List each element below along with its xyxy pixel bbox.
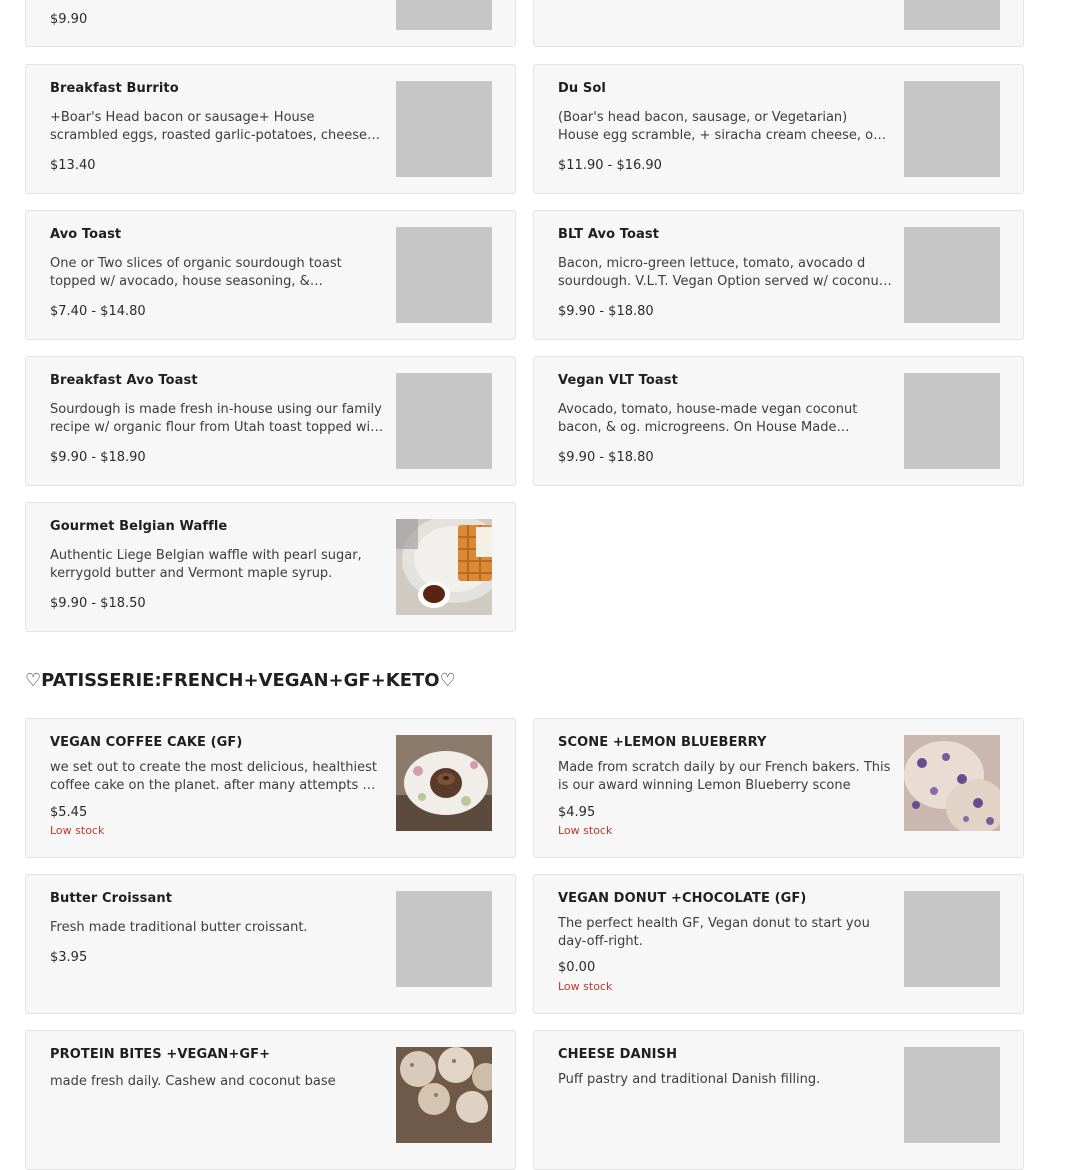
protein-bites-photo xyxy=(396,1047,492,1143)
menu-item-card[interactable] xyxy=(533,718,1024,858)
item-description: we set out to create the most delicious, healthiest coffee cake on the planet. after many attempts we xyxy=(50,760,382,793)
item-description: The perfect health GF, Vegan donut to start you day-off-right. xyxy=(558,916,870,949)
item-price: $9.90 - $18.80 xyxy=(558,450,654,465)
item-description: Puff pastry and traditional Danish filling. xyxy=(558,1072,821,1087)
low-stock-badge: Low stock xyxy=(558,824,613,837)
item-name: Breakfast Avo Toast xyxy=(50,373,198,388)
item-description: (Boar's head bacon, sausage, or Vegetarian) House egg scramble, + siracha cream cheese, on xyxy=(558,110,882,143)
item-price: $13.40 xyxy=(50,158,96,173)
item-description: +Boar's Head bacon or sausage+ House scrambled eggs, roasted garlic-potatoes, cheese, xyxy=(50,110,372,143)
item-image-placeholder xyxy=(904,81,1000,177)
item-price: $9.90 xyxy=(50,12,88,27)
item-name: SCONE +LEMON BLUEBERRY xyxy=(558,735,767,750)
item-name: Gourmet Belgian Waffle xyxy=(50,519,228,534)
menu-item-card[interactable] xyxy=(533,64,1024,194)
menu-item-card[interactable] xyxy=(25,874,516,1014)
item-image-placeholder xyxy=(904,227,1000,323)
menu-item-card[interactable] xyxy=(533,1030,1024,1170)
item-price: $4.95 xyxy=(558,805,596,820)
item-image-placeholder xyxy=(904,891,1000,987)
item-image-placeholder xyxy=(396,891,492,987)
item-price: $9.90 - $18.80 xyxy=(558,304,654,319)
item-price: $9.90 - $18.50 xyxy=(50,596,146,611)
item-image-placeholder xyxy=(396,227,492,323)
item-image-placeholder xyxy=(396,0,492,30)
item-image-placeholder xyxy=(904,373,1000,469)
item-name: CHEESE DANISH xyxy=(558,1047,678,1062)
low-stock-badge: Low stock xyxy=(50,824,105,837)
item-price: $5.45 xyxy=(50,805,88,820)
low-stock-badge: Low stock xyxy=(558,980,613,993)
menu-item-card[interactable] xyxy=(25,718,516,858)
item-name: BLT Avo Toast xyxy=(558,227,660,242)
item-description: Made from scratch daily by our French bakers. This is our award winning Lemon Blueberry scone xyxy=(558,760,891,793)
menu-item-card[interactable] xyxy=(25,64,516,194)
item-description: Fresh made traditional butter croissant. xyxy=(50,920,308,935)
item-name: Vegan VLT Toast xyxy=(558,373,678,388)
item-name: PROTEIN BITES +VEGAN+GF+ xyxy=(50,1047,271,1062)
menu-item-card[interactable] xyxy=(533,356,1024,486)
item-name: VEGAN COFFEE CAKE (GF) xyxy=(50,735,243,750)
item-name: Butter Croissant xyxy=(50,891,173,906)
item-image-placeholder xyxy=(396,373,492,469)
item-description: made fresh daily. Cashew and coconut base xyxy=(50,1074,336,1089)
item-name: VEGAN DONUT +CHOCOLATE (GF) xyxy=(558,891,807,906)
item-price: $7.40 - $14.80 xyxy=(50,304,146,319)
item-image-placeholder xyxy=(904,0,1000,30)
coffee-cake-photo xyxy=(396,735,492,831)
item-description: Avocado, tomato, house-made vegan coconut bacon, & og. microgreens. On House Made xyxy=(558,402,858,435)
menu-item-card[interactable] xyxy=(533,210,1024,340)
menu-item-card[interactable] xyxy=(25,1030,516,1170)
item-description: Authentic Liege Belgian waffle with pearl sugar, kerrygold butter and Vermont maple syrup. xyxy=(50,548,362,581)
item-price: $0.00 xyxy=(558,960,596,975)
item-image-placeholder xyxy=(904,1047,1000,1143)
item-name: Du Sol xyxy=(558,81,606,96)
section-title-patisserie: ♡PATISSERIE:FRENCH+VEGAN+GF+KETO♡ xyxy=(25,670,456,691)
waffle-photo xyxy=(396,519,492,615)
menu-item-card[interactable] xyxy=(533,874,1024,1014)
item-price: $3.95 xyxy=(50,950,88,965)
item-description: Sourdough is made fresh in-house using our family recipe w/ organic flour from Utah toast topped with xyxy=(50,402,384,435)
item-image-placeholder xyxy=(396,81,492,177)
item-price: $11.90 - $16.90 xyxy=(558,158,662,173)
menu-item-card[interactable] xyxy=(25,210,516,340)
menu-item-card[interactable] xyxy=(25,502,516,632)
menu-item-card[interactable] xyxy=(25,356,516,486)
scone-photo xyxy=(904,735,1000,831)
menu-item-card[interactable] xyxy=(25,0,516,47)
item-description: Bacon, micro-green lettuce, tomato, avocado d sourdough. V.L.T. Vegan Option served w/ coconut xyxy=(558,256,884,289)
item-price: $9.90 - $18.90 xyxy=(50,450,146,465)
item-name: Avo Toast xyxy=(50,227,122,242)
item-description: One or Two slices of organic sourdough toast topped w/ avocado, house seasoning, & xyxy=(50,256,342,289)
item-name: Breakfast Burrito xyxy=(50,81,179,96)
menu-item-card[interactable] xyxy=(533,0,1024,47)
